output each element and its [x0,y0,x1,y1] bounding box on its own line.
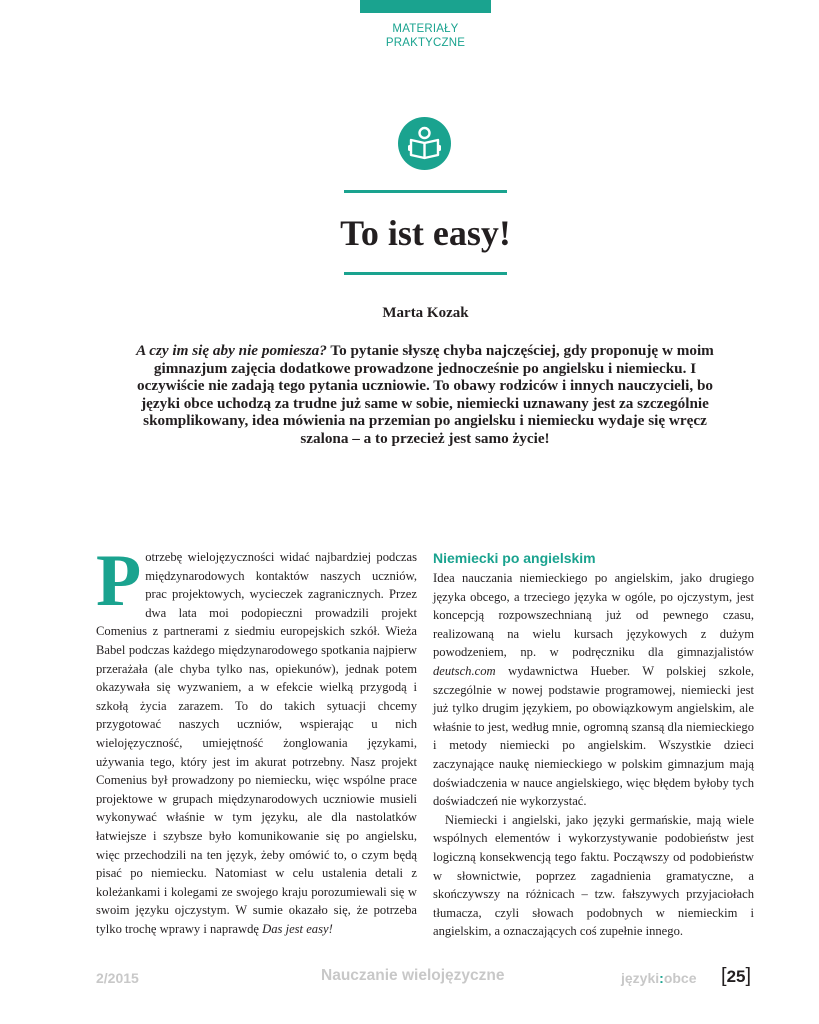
lead-text: To pytanie słyszę chyba najczęściej, gdy proponuję w moim gimnazjum zajęcia dodatkowe prowadzone jednocześnie po angielsku i niemiecku. I oczywiście nie zadają tego pytania uczniowie. To obawy rodziców i innych nauczycieli, bo języki obce uchodzą za trudne już same w sobie, niemiecki uznawany jest za szczególnie skomplikowany, idea mówienia na przemian po angielsku i niemiecku wydaje się wręcz szalona – a to przecież jest samo życie! [137,342,714,447]
title-rule-top [344,190,507,193]
top-accent-bar [360,0,491,13]
section-label-line2: PRAKTYCZNE [385,37,466,49]
left-paragraph-italic: Das jest easy! [262,921,333,936]
footer-issue: 2/2015 [96,970,139,986]
left-paragraph [96,540,417,938]
section-label [360,22,491,50]
footer-magazine-sep: : [659,970,664,986]
right-paragraph-1-italic: deutsch.com [433,663,496,678]
section-heading: Niemiecki po angielskim [433,550,596,566]
right-paragraph-1-text-a: Idea nauczania niemieckiego po angielskim, jako drugiego języka obcego, a trzeciego języka w ogóle, po ojczystym, jest koncepcją rozpowszechnianą już od pewnego czasu, realizowaną na wielu kursach językowych z dużym powodzeniem, np. w podręczniku dla gimnazjalistów [433,571,754,660]
lead-question: A czy im się aby nie pomiesza? [136,342,327,359]
right-paragraph-1-text-b: wydawnictwa Hueber. W polskiej szkole, szczególnie w nowej podstawie programowej, niemiecki jest już tylko drugim językiem, po obowiązkowym angielskim, ale właśnie to jest, według mnie, ogromną szansą dla niemieckiego i metody niemiecki po angielskim. Wszystkie dzieci zaczynające naukę niemieckiego w polskim gimnazjum mają doświadczenia w nauce angielskiego, więc błędem byłoby tych doświadczeń nie wykorzystać. [433,663,754,809]
right-column [433,548,754,941]
section-label-line1: MATERIAŁY [392,23,459,35]
article-lead [136,342,714,448]
article-title: To ist easy! [340,213,511,253]
footer-magazine-a: języki [621,970,660,986]
footer-magazine-b: obce [663,970,697,986]
title-rule-bottom [344,272,507,275]
drop-cap: P [96,540,142,622]
footer-magazine [621,970,697,986]
article-author: Marta Kozak [382,305,469,321]
left-paragraph-text: otrzebę wielojęzyczności widać najbardziej podczas międzynarodowych kontaktów naszych uczniów, prac projektowych, wycieczek zagranicznych. Przez dwa lata moi podopieczni prowadzili projekt Comenius z partnerami z siedmiu europejskich szkół. Wieża Babel podczas każdego międzynarodowego spotkania najpierw przerażała (ale chyba tylko nas, opiekunów), jednak potem okazywała się wyzwaniem, a w efekcie wielką przygodą i szkołą życia zarazem. To do takich sytuacji chcemy przygotować naszych uczniów, wspierając u nich wielojęzyczność, umiejętność żonglowania językami, używania tego, który jest im akurat potrzebny. Nasz projekt Comenius był prowadzony po niemiecku, więc wspólne prace projektowe w grupach międzynarodowych uczniowie musieli wykonywać właśnie w tym języku, ale dla nastolatków łatwiejsze i szybsze było komunikowanie się po angielsku, więc przechodzili na ten język, żeby omówić to, o czym będą pisać po niemiecku. Natomiast w celu ustalenia detali z koleżankami i kolegami ze swojego kraju porozumiewali się w swoim języku ojczystym. W sumie okazało się, że potrzeba tylko trochę wprawy i naprawdę [96,550,417,936]
footer-title: Nauczanie wielojęzyczne [321,967,505,984]
right-paragraph-1 [433,569,754,811]
footer-page-number: [25] [721,965,752,987]
right-paragraph-2: Niemiecki i angielski, jako języki germańskie, mają wiele wspólnych elementów i wykorzystywanie podobieństw jest logiczną konsekwencją tego faktu. Począwszy od podobieństw w słownictwie, poprzez zagadnienia gramatyczne, a skończywszy na różnicach – tzw. fałszywych przyjaciołach tłumacza, czyli słowach podobnych w niemieckim i angielskim, a oznaczających coś zupełnie innego. [433,812,754,939]
left-column [96,540,417,938]
reading-book-icon [398,117,451,170]
page-number: 25 [726,967,746,986]
